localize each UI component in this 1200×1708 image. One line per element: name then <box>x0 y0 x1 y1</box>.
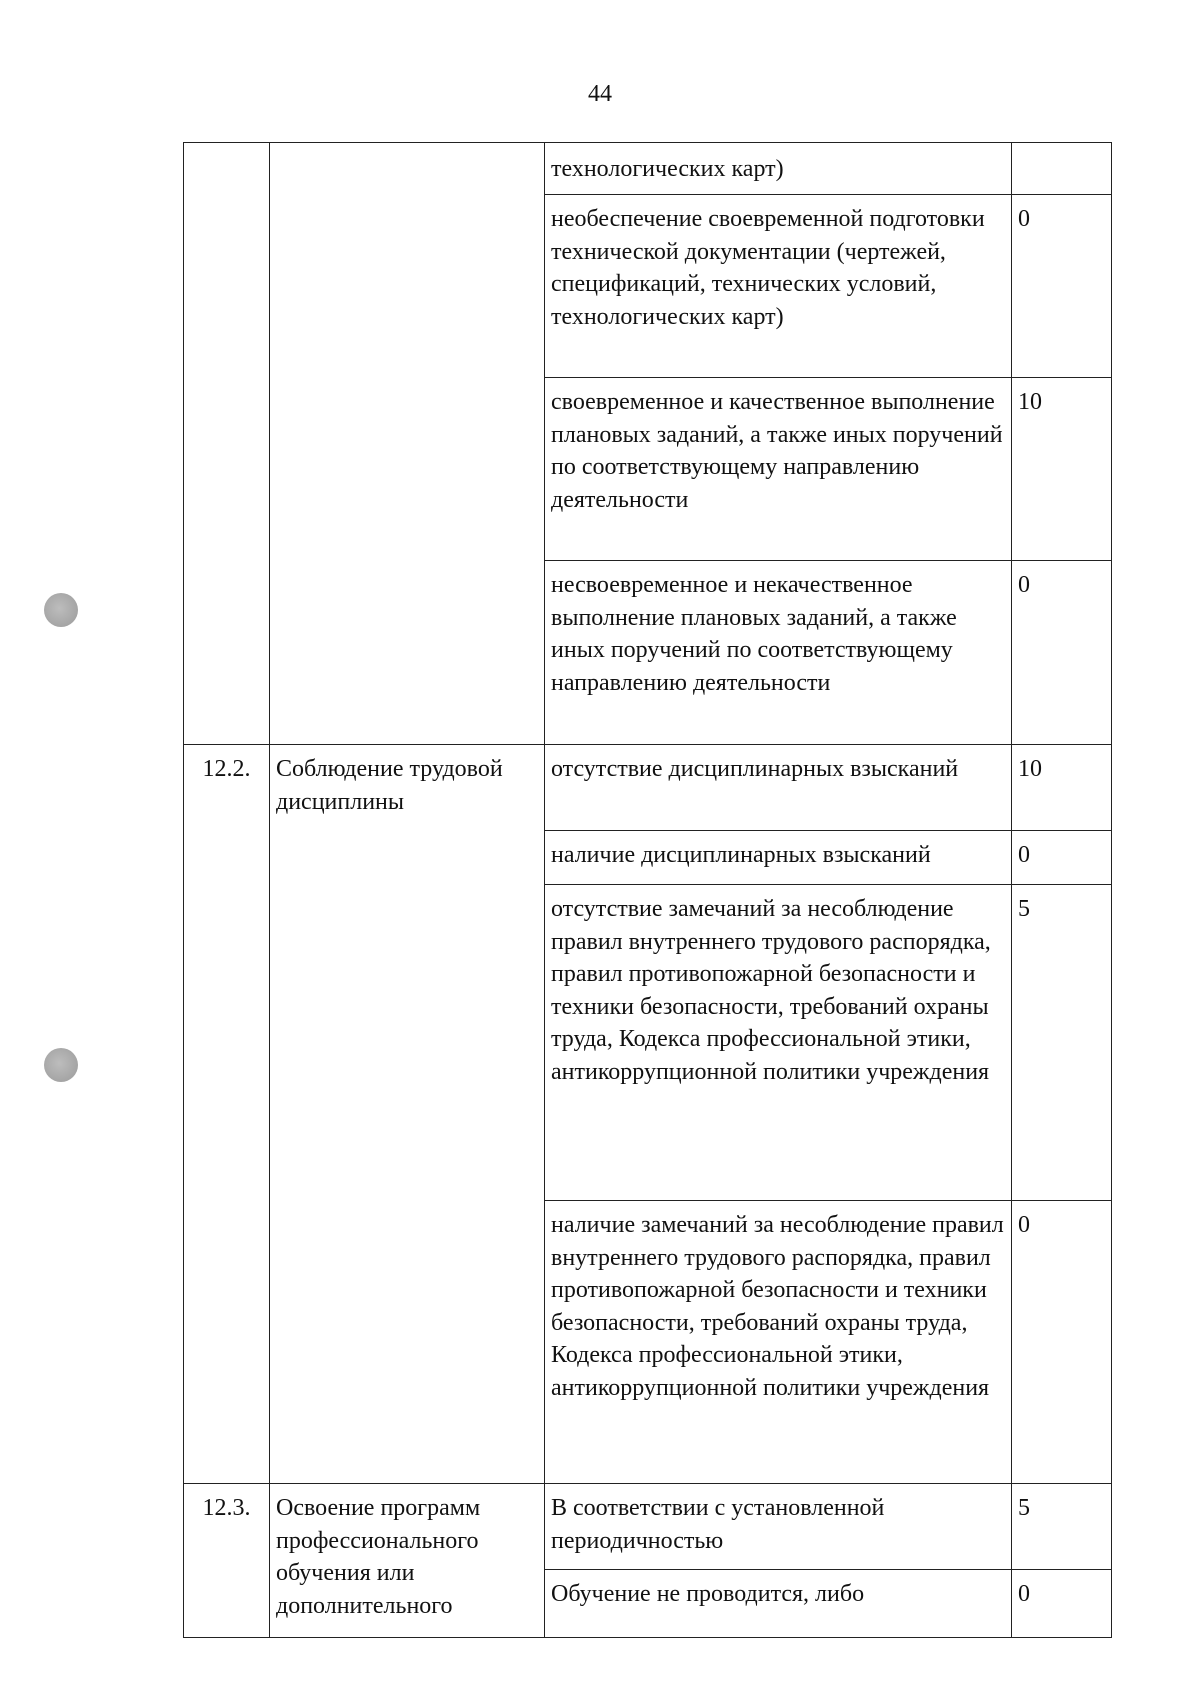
table-row <box>184 1484 1112 1570</box>
table-row <box>184 745 1112 831</box>
score-cell <box>1012 143 1112 195</box>
punch-hole-mark <box>44 1048 78 1082</box>
criterion-number-cell: 12.3. <box>184 1484 270 1638</box>
condition-cell: своевременное и качественное выполнение плановых заданий, а также иных поручений по соответствующему направлению деятельности <box>545 378 1012 561</box>
condition-cell: отсутствие дисциплинарных взысканий <box>545 745 1012 831</box>
score-cell: 5 <box>1012 1484 1112 1570</box>
condition-cell: несвоевременное и некачественное выполнение плановых заданий, а также иных поручений по соответствующему направлению деятельности <box>545 561 1012 745</box>
criterion-name-cell: Освоение программ профессионального обучения или дополнительного <box>270 1484 545 1638</box>
criterion-number-cell <box>184 143 270 745</box>
condition-cell: технологических карт) <box>545 143 1012 195</box>
score-cell: 10 <box>1012 745 1112 831</box>
score-cell: 0 <box>1012 831 1112 885</box>
criterion-name-cell: Соблюдение трудовой дисциплины <box>270 745 545 1484</box>
criterion-name-cell <box>270 143 545 745</box>
criteria-table <box>183 142 1112 1638</box>
criterion-number-cell: 12.2. <box>184 745 270 1484</box>
condition-cell: необеспечение своевременной подготовки технической документации (чертежей, спецификаций, технических условий, технологических карт) <box>545 195 1012 378</box>
score-cell: 0 <box>1012 1570 1112 1638</box>
condition-cell: отсутствие замечаний за несоблюдение правил внутреннего трудового распорядка, правил противопожарной безопасности и техники безопасности, требований охраны труда, Кодекса профессиональной этики, антикоррупционной политики учреждения <box>545 885 1012 1201</box>
score-cell: 5 <box>1012 885 1112 1201</box>
score-cell: 0 <box>1012 561 1112 745</box>
condition-cell: наличие дисциплинарных взысканий <box>545 831 1012 885</box>
score-cell: 10 <box>1012 378 1112 561</box>
condition-cell: Обучение не проводится, либо <box>545 1570 1012 1638</box>
punch-hole-mark <box>44 593 78 627</box>
condition-cell: В соответствии с установленной периодичностью <box>545 1484 1012 1570</box>
page-number: 44 <box>588 81 612 107</box>
condition-cell: наличие замечаний за несоблюдение правил внутреннего трудового распорядка, правил противопожарной безопасности и техники безопасности, требований охраны труда, Кодекса профессиональной этики, антикоррупционной политики учреждения <box>545 1201 1012 1484</box>
table-row <box>184 143 1112 195</box>
score-cell: 0 <box>1012 195 1112 378</box>
score-cell: 0 <box>1012 1201 1112 1484</box>
